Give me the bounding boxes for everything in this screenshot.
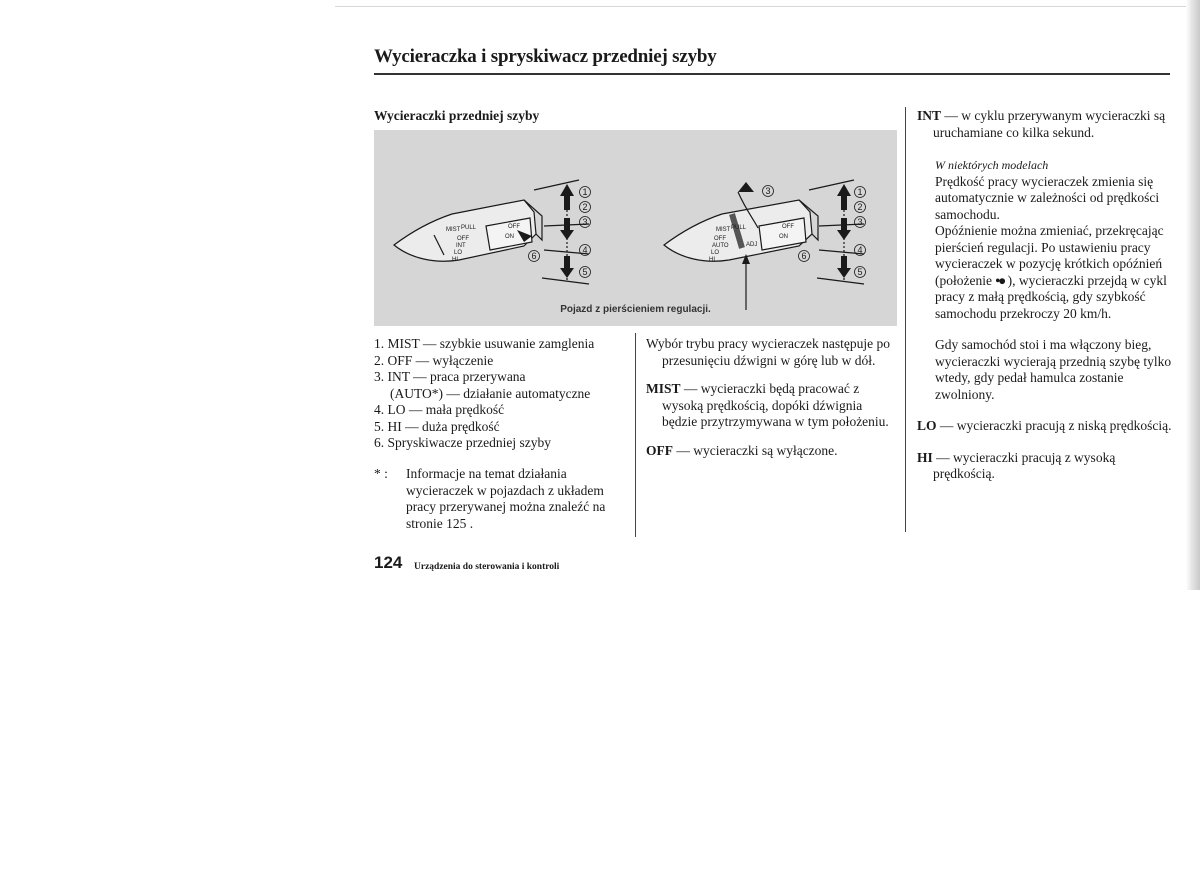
label-hi-left: HI [452,257,458,263]
auto-paragraph-2 [917,223,1172,322]
right-column [917,108,1172,483]
footnote-marker: * : [374,466,388,481]
int-text: — w cyklu przerywanym wycieraczki są uruchamiane co kilka sekund. [933,108,1166,140]
page-title: Wycieraczka i spryskiwacz przedniej szyby [374,46,717,67]
label-adj-right: ADJ [746,242,758,248]
mist-term: MIST [646,381,681,396]
label-on-left: ON [505,234,514,240]
callout-5-right: 5 [857,267,863,277]
label-off-right: OFF [714,236,726,242]
list-item: (AUTO*) — działanie automatyczne [390,385,591,401]
auto-paragraph-1: Prędkość pracy wycieraczek zmienia się automatycznie w zależności od prędkości samochodu. [935,173,1160,222]
function-list [374,336,624,452]
lo-paragraph [917,418,1172,435]
callout-4-left: 4 [582,245,588,255]
label-pull-left: PULL [461,225,477,231]
label-pull-right: PULL [731,225,747,231]
lo-term: LO [917,418,937,433]
hi-paragraph [917,450,1172,483]
section-heading: Wycieraczki przedniej szyby [374,108,540,123]
label-lo-left: LO [454,250,463,256]
scan-edge-right [1186,0,1200,590]
short-delay-icon: •● [995,272,1005,288]
callout-4-right: 4 [857,245,863,255]
middle-column [646,336,898,471]
list-item: 3. INT — praca przerywana [374,369,526,384]
off-paragraph [646,443,898,460]
label-on-right: ON [779,234,788,240]
label-mist-right: MIST [716,227,731,233]
label-hi-right: HI [709,257,715,263]
section-name: Urządzenia do sterowania i kontroli [414,562,560,572]
callout-5-left: 5 [582,267,588,277]
hi-text: — wycieraczki pracują z wysoką prędkością. [932,449,1116,481]
mist-paragraph [646,381,898,431]
label-mist-left: MIST [446,227,461,233]
off-term: OFF [646,442,673,458]
label-int-left: INT [456,243,466,249]
callout-6-left: 6 [531,251,537,261]
list-item: 2. OFF — wyłączenie [374,352,494,368]
page-number: 124 [374,553,403,572]
callout-2-left: 2 [582,202,588,212]
lo-text: — wycieraczki pracują z niską prędkością. [936,418,1172,433]
list-item: 6. Spryskiwacze przedniej szyby [374,435,551,450]
label-off2-left: OFF [508,224,520,230]
intro-paragraph: Wybór trybu pracy wycieraczek następuje po przesunięciu dźwigni w górę lub w dół. [646,336,890,368]
auto-text-b: ), wycieraczki przejdą w cykl pracy z małą prędkością, gdy szybkość samochodu przekroczy 20 km/h. [935,272,1167,321]
callout-6-right: 6 [801,251,807,261]
label-off2-right: OFF [782,224,794,230]
label-auto-right: AUTO [712,243,729,249]
hi-term: HI [917,449,933,465]
column-divider [905,107,906,532]
title-rule [374,73,1170,75]
label-off-left: OFF [457,236,469,242]
list-item: 1. MIST — szybkie usuwanie zamglenia [374,336,595,351]
callout-2-right: 2 [857,202,863,212]
int-paragraph [917,108,1172,141]
footnote [374,466,632,532]
models-note: W niektórych modelach [935,158,1049,172]
int-term: INT [917,108,942,123]
diagram-caption: Pojazd z pierścieniem regulacji. [560,304,711,315]
callout-1-left: 1 [582,187,588,197]
callout-3-left: 3 [582,217,588,227]
mist-text: — wycieraczki będą pracować z wysoką prędkością, dopóki dźwignia będzie przytrzymywana w tym położeniu. [662,381,889,429]
wiper-lever-illustration [374,130,897,326]
list-item: 4. LO — mała prędkość [374,402,505,417]
callout-3-ring: 3 [765,186,771,196]
callout-3-right: 3 [857,217,863,227]
stop-paragraph: Gdy samochód stoi i ma włączony bieg, wycieraczki wycierają przednią szybę tylko wtedy, gdy pedał hamulca zostanie zwolniony. [935,337,1172,402]
label-lo-right: LO [711,250,720,256]
off-text: — wycieraczki są wyłączone. [673,442,838,458]
wiper-lever-diagram [374,130,897,326]
list-item: 5. HI — duża prędkość [374,418,500,434]
scan-edge-top [335,6,1200,7]
auto-text-a: Opóźnienie można zmieniać, przekręcając pierścień regulacji. Po ustawieniu pracy wycieraczek w pozycję krótkich opóźnień (położenie [935,223,1164,288]
footnote-text: Informacje na temat działania wycieraczek w pojazdach z układem pracy przerywanej można znaleźć na stronie 125 . [406,466,606,531]
callout-1-right: 1 [857,187,863,197]
column-divider [635,333,636,537]
